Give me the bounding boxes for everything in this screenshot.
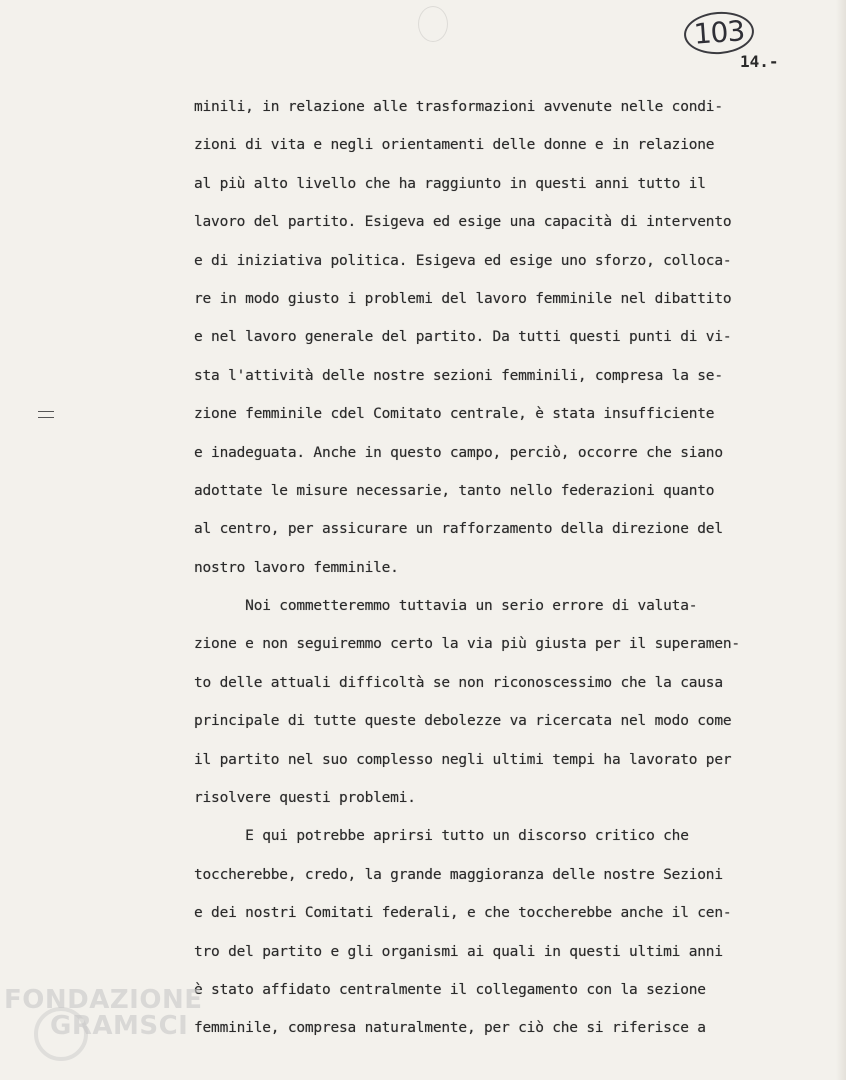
text-line: al centro, per assicurare un rafforzamento della direzione del [194,521,723,538]
text-line: to delle attuali difficoltà se non riconoscessimo che la causa [194,674,723,691]
typewritten-body-text [194,88,834,1048]
text-line: re in modo giusto i problemi del lavoro femminile nel dibattito [194,290,732,307]
fondazione-gramsci-watermark [4,985,202,1041]
text-line: zione e non seguiremmo certo la via più giusta per il superamen- [194,636,740,653]
text-line: adottate le misure necessarie, tanto nello federazioni quanto [194,482,715,499]
text-line: e inadeguata. Anche in questo campo, perciò, occorre che siano [194,444,723,461]
text-line: lavoro del partito. Esigeva ed esige una capacità di intervento [194,214,732,231]
margin-mark [38,411,54,418]
text-line: zioni di vita e negli orientamenti delle donne e in relazione [194,137,715,154]
text-line: è stato affidato centralmente il collegamento con la sezione [194,981,706,998]
text-line: sta l'attività delle nostre sezioni femminili, compresa la se- [194,367,723,384]
text-line: Noi commetteremmo tuttavia un serio errore di valuta- [194,598,698,615]
text-line: tro del partito e gli organismi ai quali in questi ultimi anni [194,943,723,960]
text-line: il partito nel suo complesso negli ultimi tempi ha lavorato per [194,751,732,768]
text-line: e nel lavoro generale del partito. Da tutti questi punti di vi- [194,329,732,346]
text-line: principale di tutte queste debolezze va ricercata nel modo come [194,713,732,730]
text-line: zione femminile cdel Comitato centrale, è stata insufficiente [194,406,715,423]
text-line: risolvere questi problemi. [194,790,416,807]
page-number: 14.- [740,52,779,71]
faint-stamp-mark [418,6,448,42]
archive-number-circled: 103 [683,10,756,57]
text-line: e di iniziativa politica. Esigeva ed esige uno sforzo, colloca- [194,252,732,269]
text-line: E qui potrebbe aprirsi tutto un discorso critico che [194,828,689,845]
watermark-logo-ring [34,1007,88,1061]
text-line: al più alto livello che ha raggiunto in questi anni tutto il [194,175,706,192]
watermark-line-2: GRAMSCI [50,1011,189,1041]
text-line: femminile, compresa naturalmente, per ciò che si riferisce a [194,1020,706,1037]
watermark-line-1: FONDAZIONE [4,985,203,1015]
page-edge [836,0,846,1080]
text-line: nostro lavoro femminile. [194,559,399,576]
text-line: e dei nostri Comitati federali, e che toccherebbe anche il cen- [194,905,732,922]
text-line: minili, in relazione alle trasformazioni avvenute nelle condi- [194,99,723,115]
text-line: toccherebbe, credo, la grande maggioranza delle nostre Sezioni [194,866,723,883]
